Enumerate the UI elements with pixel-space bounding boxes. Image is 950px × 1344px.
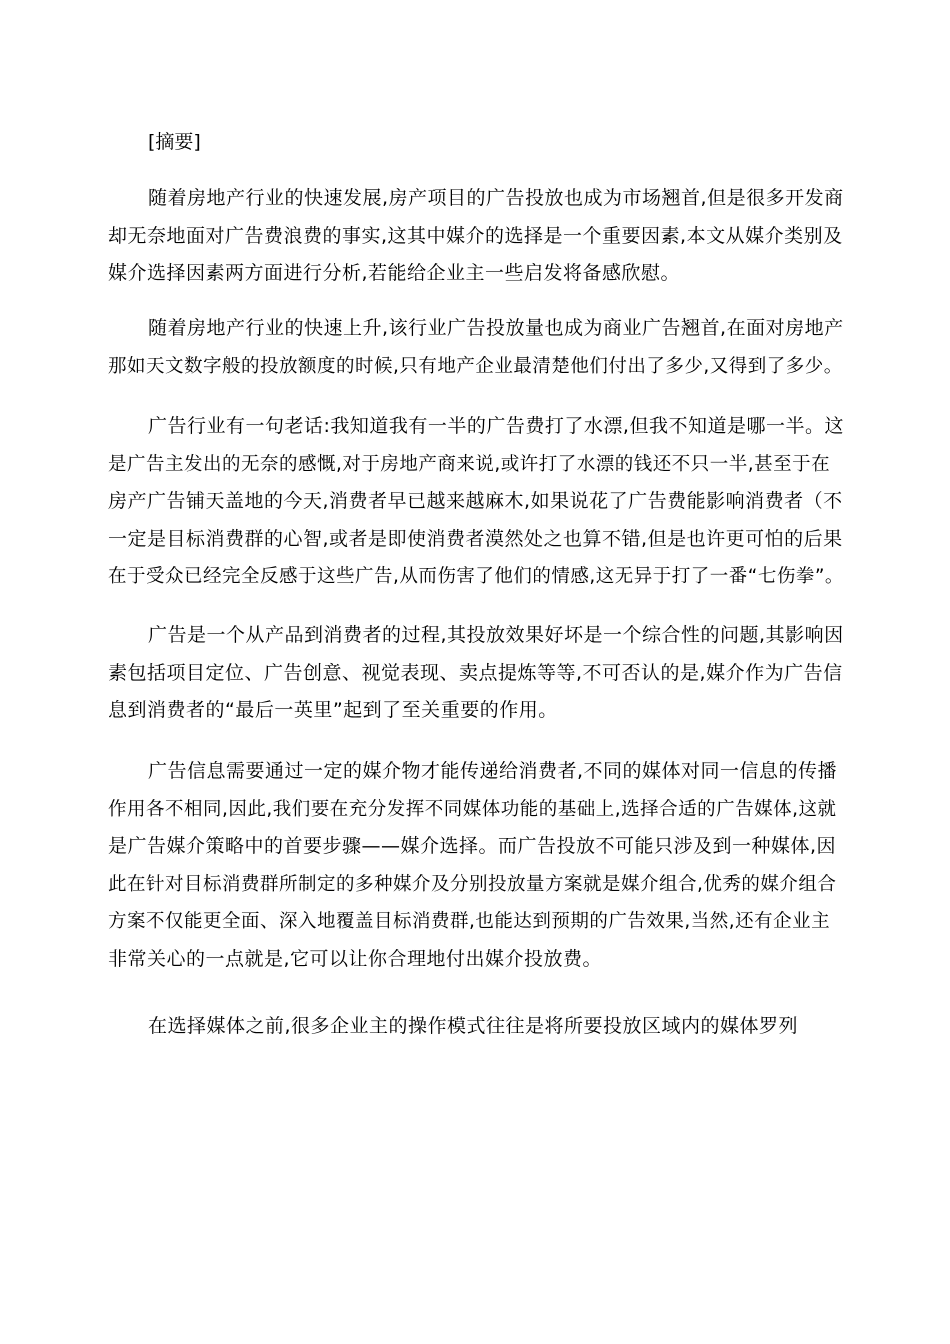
- paragraph-line: 息到消费者的“最后一英里”起到了至关重要的作用。: [108, 699, 558, 721]
- paragraph-line: 非常关心的一点就是,它可以让你合理地付出媒介投放费。: [108, 947, 603, 970]
- paragraph-line: 素包括项目定位、广告创意、视觉表现、卖点提炼等等,不可否认的是,媒介作为广告信: [108, 661, 843, 684]
- paragraph-line: 广告是一个从产品到消费者的过程,其投放效果好坏是一个综合性的问题,其影响因: [148, 624, 844, 646]
- paragraph-1: [108, 180, 848, 293]
- paragraph-3: [108, 408, 848, 596]
- paragraph-line: 随着房地产行业的快速发展,房产项目的广告投放也成为市场翘首,但是很多开发商: [148, 187, 844, 209]
- paragraph-line: 是广告主发出的无奈的感慨,对于房地产商来说,或许打了水漂的钱还不只一半,甚至于在: [108, 453, 831, 475]
- paragraph-6: [108, 1008, 848, 1046]
- paragraph-line: 那如天文数字般的投放额度的时候,只有地产企业最清楚他们付出了多少,又得到了多少。: [108, 355, 843, 377]
- paragraph-line: 房产广告铺天盖地的今天,消费者早已越来越麻木,如果说花了广告费能影响消费者（不: [108, 490, 843, 512]
- paragraph-line: 广告信息需要通过一定的媒介物才能传递给消费者,不同的媒体对同一信息的传播: [148, 760, 838, 782]
- paragraph-line: 是广告媒介策略中的首要步骤——媒介选择。而广告投放不可能只涉及到一种媒体,因: [108, 835, 837, 857]
- paragraph-line: 随着房地产行业的快速上升,该行业广告投放量也成为商业广告翘首,在面对房地产: [148, 317, 844, 339]
- paragraph-line: 作用各不相同,因此,我们要在充分发挥不同媒体功能的基础上,选择合适的广告媒体,这就: [108, 798, 837, 820]
- paragraph-line: 却无奈地面对广告费浪费的事实,这其中媒介的选择是一个重要因素,本文从媒介类别及: [108, 224, 843, 247]
- paragraph-line: 此在针对目标消费群所制定的多种媒介及分别投放量方案就是媒介组合,优秀的媒介组合: [108, 873, 837, 895]
- abstract-heading: [摘要]: [148, 131, 201, 153]
- paragraph-line: 方案不仅能更全面、深入地覆盖目标消费群,也能达到预期的广告效果,当然,还有企业主: [108, 911, 831, 932]
- paragraph-line: 一定是目标消费群的心智,或者是即使消费者漠然处之也算不错,但是也许更可怕的后果: [108, 527, 843, 550]
- paragraph-line: 在于受众已经完全反感于这些广告,从而伤害了他们的情感,这无异于打了一番“七伤拳”。: [108, 566, 844, 587]
- paragraph-5: [108, 753, 848, 978]
- paragraph-line: 广告行业有一句老话:我知道我有一半的广告费打了水漂,但我不知道是哪一半。这: [148, 415, 844, 437]
- paragraph-2: [108, 310, 848, 385]
- paragraph-4: [108, 617, 848, 730]
- paragraph-line: 媒介选择因素两方面进行分析,若能给企业主一些启发将备感欣慰。: [108, 262, 681, 284]
- paragraph-line: 在选择媒体之前,很多企业主的操作模式往往是将所要投放区域内的媒体罗列: [148, 1015, 799, 1037]
